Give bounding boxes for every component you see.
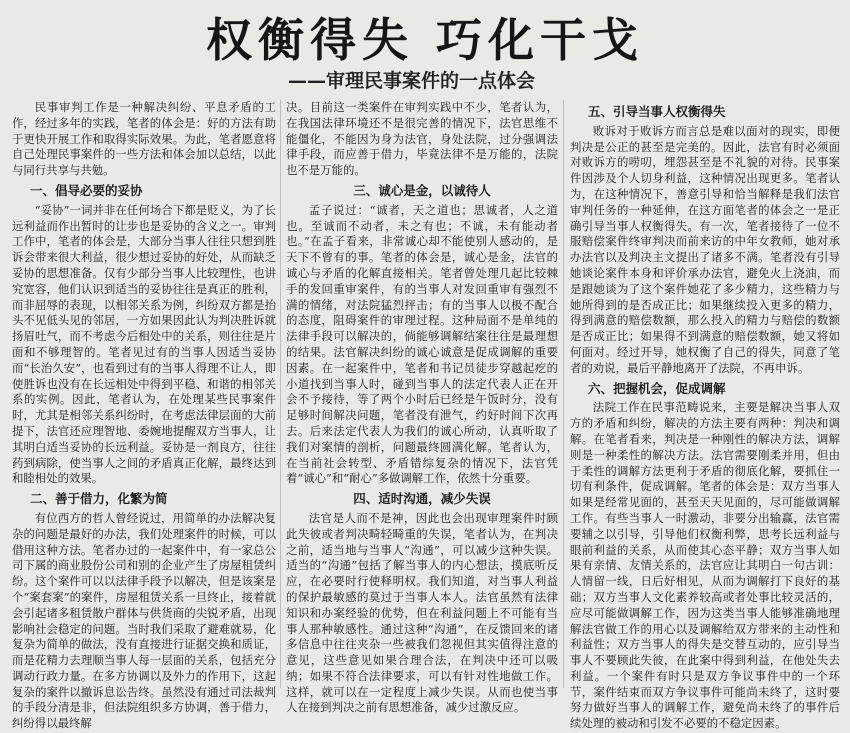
article-subtitle: ——审理民事案件的一点体会 bbox=[288, 70, 536, 92]
intro-paragraph: 民事审判工作是一种解决纠纷、平息矛盾的工作，经过多年的实践，笔者的体会是：好的方法有助于更快开展工作和取得实际效果。为此，笔者愿意将自己处理民事案件的一些方法和体会加以总结，以此与同行共享与共勉。 bbox=[12, 100, 276, 178]
column-3 bbox=[570, 100, 840, 733]
section-2-continued: 决。目前这一类案件在审判实践中不少，笔者认为，在我国法律环境还不是很完善的情况下，法官思维不能僵化，不能因为身为法官，身处法院，过分强调法律手段，而应善于借力，毕竟法律不是万能的，法院也不是万能的。 bbox=[286, 100, 558, 178]
section-heading-1: 一、倡导必要的妥协 bbox=[30, 182, 143, 198]
section-5-paragraph: 败诉对于败诉方而言总是难以面对的现实，即便判决是公正的甚至是完美的。因此，法官有时必须面对败诉方的唠叨，埋怨甚至是不礼貌的对待。民事案件因涉及个人切身利益，这种情况出现更多。笔者认为，在这种情况下，善意引导和恰当解释是我们法官审判任务的一种延伸，在这方面笔者的体会之一是正确引导当事人权衡得失。有一次，笔者接待了一位不服赔偿案件终审判决而前来访的中年女教师，她对承办法官以及判决主文提出了诸多不满。笔者没有引导她谈论案件本身和评价承办法官，避免火上浇油，而是跟她谈为了这个案件她花了多少精力，这些精力与她所得到的是否成正比；如果继续投入更多的精力，得到满意的赔偿数额，那么投入的精力与赔偿的数额是否成正比；如果得不到满意的赔偿数额，她又将如何面对。经过开导，她权衡了自己的得失，同意了笔者的劝说，最后平静地离开了法院，不再申诉。 bbox=[570, 123, 840, 375]
section-heading-6: 六、把握机会，促成调解 bbox=[588, 380, 726, 396]
section-2-paragraph: 有位西方的哲人曾经说过，用简单的办法解决复杂的问题是最好的办法，我们处理案件的时候，可以借用这种方法。笔者办过的一起案件中，有一家总公司下属的商业股份公司和别的企业产生了房屋租赁纠纷。这个案件可以以法律手段予以解决，但是该案是个“案套案”的案件，房屋租赁关系一旦终止，接着就会引起诸多租赁散户群体与供货商的尖锐矛盾，出现影响社会稳定的问题。当时我们采取了避难就易，化复杂为简单的做法，没有直接进行证据交换和质证，而是花精力去理顺当事人每一层面的关系，包括充分调动行政力量。在多方协调以及外力的作用下，这起复杂的案件以撤诉息讼告终。虽然没有通过司法裁判的手段分清是非，但法院组织多方协调，善于借力，纠纷得以最终解 bbox=[12, 510, 276, 731]
section-heading-5: 五、引导当事人权衡得失 bbox=[588, 104, 726, 119]
section-1-paragraph: “妥协”一词并非在任何场合下都是贬义，为了长远利益而作出暂时的让步也是妥协的含义之一。审判工作中，笔者的体会是，大部分当事人往往只想到胜诉会带来很大利益，很少想过妥协的好处，从而缺乏妥协的思想准备。仅有少部分当事人比较理性，也讲究宽容，他们认识到适当的妥协往往是真正的胜利，而非屈辱的表现，以相邻关系为例，纠纷双方都是抬头不见低头见的邻居，一方如果因此认为判决胜诉就扬眉吐气，而不考虑今后相处中的关系，则往往是片面和不够理智的。笔者见过有的当事人因适当妥协而“长治久安”，也看到过有的当事人得理不让人，即使胜诉也没有在长远相处中得到平稳、和谐的相邻关系的实例。因此，笔者认为，在处理某些民事案件时，尤其是相邻关系纠纷时，在考虑法律层面的大前提下，法官还应理智地、委婉地提醒双方当事人，让其明白适当妥协的长远利益。妥协是一剂良方，往往药到病除，使当事人之间的矛盾真正化解，最终达到和睦相处的效果。 bbox=[12, 202, 276, 486]
section-heading-3: 三、诚心是金，以诚待人 bbox=[353, 182, 491, 198]
column-2 bbox=[286, 100, 558, 717]
section-heading-4: 四、适时沟通，减少失误 bbox=[353, 491, 491, 507]
column-divider bbox=[563, 100, 564, 688]
section-6-paragraph: 法院工作在民事范畴说来，主要是解决当事人双方的矛盾和纠纷，解决的方法主要有两种：判决和调解。在笔者看来，判决是一种刚性的解决方法，调解则是一种柔性的解决方法。法官需要刚柔并用，但由于柔性的调解方法更利于矛盾的彻底化解，要抓住一切有利条件，促成调解。笔者的体会是：双方当事人如果是经常见面的，甚至天天见面的，尽可能做调解工作。有些当事人一时激动，非要分出输赢，法官需要辅之以引导，引导他们权衡利弊，思考长远利益与眼前利益的关系，从而使其心态平静；双方当事人如果有亲情、友情关系的，法官应让其明白一句古训：人情留一线，日后好相见，从而为调解打下良好的基础；双方当事人文化素养较高或者处事比较灵活的，应尽可能做调解工作，因为这类当事人能够准确地理解法官做工作的用心以及调解给双方带来的主动性和利益性；双方当事人的得失是交替互动的，应引导当事人不要顾此失彼，在此案中得到利益，在他处失去利益。一个案件有时只是双方争议事件中的一个环节，案件结束而双方争议事件可能尚未终了，这时要努力做好当事人的调解工作，避免尚未终了的事件后续处理的被动和引发不必要的不稳定因素。 bbox=[570, 400, 840, 731]
article-title: 权衡得失 巧化干戈 bbox=[205, 13, 644, 67]
column-1 bbox=[12, 100, 276, 733]
section-heading-2: 二、善于借力，化繁为简 bbox=[30, 491, 168, 507]
column-divider bbox=[280, 100, 281, 688]
section-3-paragraph: 孟子说过：“诚者，天之道也；思诚者，人之道也。至诚而不动者，未之有也；不诚，未有能动者也。”在孟子看来，非常诚心却不能使别人感动的，是天下不曾有的事。笔者的体会是，诚心是金，法官的诚心与矛盾的化解直接相关。笔者曾处理几起比较棘手的发回重审案件，有的当事人对发回重审有强烈不满的情绪，对法院猛烈抨击；有的当事人以极不配合的态度，阻碍案件的审理过程。这种局面不是单纯的法律手段可以解决的，倘能够调解结案往往是最理想的结果。法官解决纠纷的诚心诚意是促成调解的重要因素。在一起案件中，笔者和书记员徒步穿越起疙的小道找到当事人时，碰到当事人的法定代表人正在开会不予接待，等了两个小时后已经是午饭时分，没有足够时间解决问题，笔者没有泄气，约好时间下次再去。后来法定代表人为我们的诚心所动，认真听取了我们对案情的剖析，问题最终圆满化解。笔者认为，在当前社会转型、矛盾错综复杂的情况下，法官凭着“诚心”和“耐心”多做调解工作，依然十分重要。 bbox=[286, 202, 558, 486]
section-4-paragraph: 法官是人而不是神，因此也会出现审理案件时顾此失彼或者判决畸轻畸重的失误，笔者认为，在判决之前，适当地与当事人“沟通”，可以减少这种失误。适当的“沟通”包括了解当事人的内心想法，摸底听反应，在必要时行使释明权。我们知道，对当事人利益的保护最敏感的莫过于当事人本人。法官虽然有法律知识和办案经验的优势，但在利益问题上不可能有当事人那种敏感性。通过这种“沟通”，在反馈回来的诸多信息中往往夹杂一些被我们忽视但其实值得注意的意见，这些意见如果合理合法，在判决中还可以吸纳；如果不符合法律要求，可以有针对性地做工作。这样，就可以在一定程度上减少失误。从而也使当事人在接到判决之前有思想准备，减少过激反应。 bbox=[286, 510, 558, 715]
